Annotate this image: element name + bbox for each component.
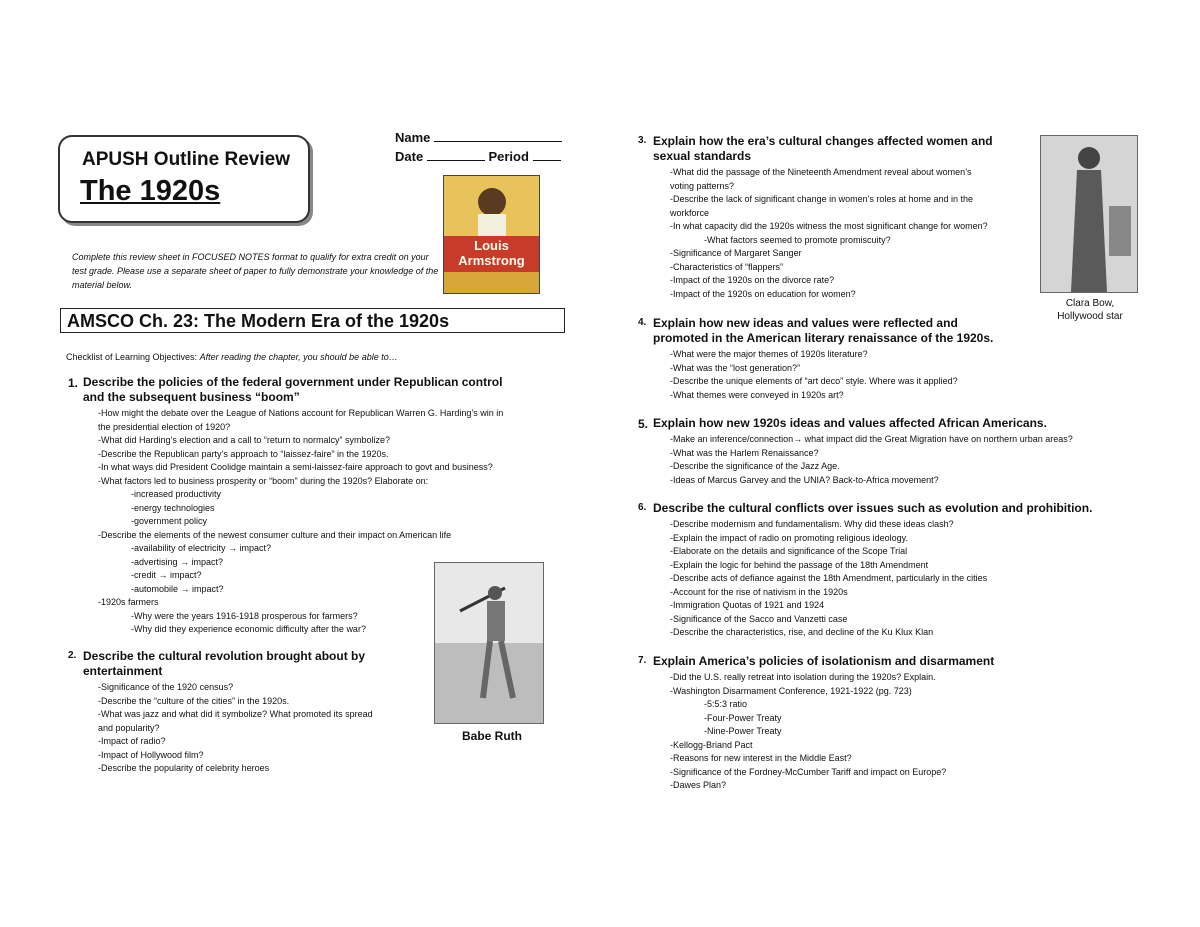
section-title (653, 501, 1092, 516)
section-title-line: and the subsequent business “boom” (83, 390, 300, 404)
section-items (670, 166, 988, 301)
title-box (58, 135, 310, 223)
section-item: -What was the Harlem Renaissance? (670, 447, 819, 458)
section-item: -Why did they experience economic difficulty after the war? (131, 624, 366, 634)
section-number: 6. (638, 502, 647, 513)
section-number: 2. (68, 650, 77, 661)
section-item: -In what ways did President Coolidge maintain a semi-laissez-faire approach to govt and business? (98, 462, 493, 472)
section-items (670, 518, 987, 640)
section-item: voting patterns? (670, 180, 735, 191)
title-small: APUSH Outline Review (82, 149, 290, 170)
section-item: -Explain the logic for behind the passage of the 18th Amendment (670, 559, 929, 570)
section-title (83, 649, 365, 679)
section-item: -Describe the elements of the newest consumer culture and their impact on American life (98, 529, 452, 540)
section-item: -Describe modernism and fundamentalism. Why did these ideas clash? (670, 519, 954, 529)
checklist-line (66, 352, 398, 362)
section-item: -increased productivity (131, 489, 222, 499)
section-item: -credit → impact? (131, 570, 202, 580)
intro-text: Complete this review sheet in FOCUSED NOTES format to qualify for extra credit on your test grade. Please use a separate sheet of paper to fully demonstrate your knowledge of the material below. (72, 252, 439, 290)
period-line[interactable] (533, 148, 561, 161)
section-title (653, 654, 994, 669)
clara-caption-line2: Hollywood star (1057, 311, 1123, 322)
clara-bow-photo (1040, 135, 1138, 293)
name-label: Name (395, 130, 431, 145)
babe-ruth-photo (434, 562, 544, 724)
section-title-line: Describe the cultural revolution brought about by (83, 649, 366, 663)
babe-ruth-caption: Babe Ruth (462, 729, 522, 743)
section-item: -government policy (131, 516, 208, 526)
section-item: -What factors led to business prosperity or “boom” during the 1920s? Elaborate on: (98, 475, 429, 486)
section-title-line: entertainment (83, 664, 163, 678)
section-item: -Account for the rise of nativism in the 1920s (670, 586, 848, 597)
section-title-line: Explain how the era’s cultural changes affected women and (653, 134, 993, 148)
section-item: -In what capacity did the 1920s witness the most significant change for women? (670, 221, 988, 231)
section-item: workforce (670, 207, 710, 218)
section-item: -Characteristics of “flappers” (670, 261, 784, 272)
chapter-title: AMSCO Ch. 23: The Modern Era of the 1920s (60, 308, 565, 333)
section-title-line: Explain how new ideas and values were reflected and (653, 316, 958, 330)
section-number: 1. (68, 376, 79, 390)
section-item: -What themes were conveyed in 1920s art? (670, 389, 844, 400)
section-item: -Dawes Plan? (670, 780, 727, 790)
armstrong-poster-text: Louis Armstrong (458, 238, 525, 268)
section-number: 4. (638, 317, 647, 328)
section-item: -Impact of the 1920s on the divorce rate? (670, 275, 835, 285)
section-number: 3. (638, 135, 647, 146)
section-item: -Describe acts of defiance against the 18th Amendment, particularly in the cities (670, 573, 988, 583)
section-title (653, 416, 1047, 431)
section-item: -Impact of the 1920s on education for women? (670, 288, 856, 299)
section-title (653, 316, 993, 346)
section-item: -Elaborate on the details and significance of the Scope Trial (670, 546, 908, 556)
armstrong-illustration (444, 176, 539, 293)
section-item: -What were the major themes of 1920s literature? (670, 349, 868, 359)
section-item: -What did Harding’s election and a call to “return to normalcy” symbolize? (98, 435, 390, 445)
section-item: -Four-Power Treaty (704, 712, 782, 723)
section-item: -Did the U.S. really retreat into isolation during the 1920s? Explain. (670, 672, 936, 682)
section-item: -Reasons for new interest in the Middle East? (670, 753, 852, 763)
section-item: -Describe the characteristics, rise, and decline of the Ku Klux Klan (670, 627, 934, 637)
section-item: -What factors seemed to promote promiscuity? (704, 234, 891, 245)
section-item: -advertising → impact? (131, 556, 224, 567)
section-item: -Impact of Hollywood film? (98, 749, 204, 760)
clara-bow-illustration (1041, 136, 1137, 292)
section-title (653, 134, 993, 164)
section-items (670, 348, 958, 402)
section-title-line: promoted in the American literary renaissance of the 1920s. (653, 331, 994, 345)
section-item: -What did the passage of the Nineteenth Amendment reveal about women’s (670, 167, 972, 177)
section-item: -Ideas of Marcus Garvey and the UNIA? Back-to-Africa movement? (670, 474, 939, 485)
section-title-line: Describe the policies of the federal government under Republican control (83, 375, 503, 389)
date-line[interactable] (427, 148, 485, 161)
section-item: -What was the “lost generation?” (670, 362, 801, 373)
clara-bow-caption (1030, 297, 1150, 323)
section-number: 5. (638, 417, 649, 431)
section-item: -Describe the unique elements of “art deco” style. Where was it applied? (670, 376, 958, 386)
section-title-line: sexual standards (653, 149, 752, 163)
section-item: the presidential election of 1920? (98, 421, 231, 432)
section-title (83, 375, 502, 405)
section-item: -Kellogg-Briand Pact (670, 739, 753, 750)
section-item: -Make an inference/connection→ what impact did the Great Migration have on northern urban areas? (670, 434, 1073, 444)
section-item: -Describe the significance of the Jazz Age. (670, 461, 840, 471)
section-item: -5:5:3 ratio (704, 699, 748, 709)
section-item: -Describe the Republican party’s approach to “laissez-faire” in the 1920s. (98, 448, 389, 459)
section-item: and popularity? (98, 722, 160, 733)
checklist-label: Checklist of Learning Objectives: (66, 352, 198, 362)
checklist-italic: After reading the chapter, you should be able to… (199, 352, 398, 362)
section-item: -Significance of the Sacco and Vanzetti case (670, 613, 848, 624)
section-items (670, 433, 1073, 487)
title-big: The 1920s (80, 175, 221, 207)
babe-ruth-illustration (435, 563, 543, 723)
section-item: -Impact of radio? (98, 736, 166, 746)
section-number: 7. (638, 655, 647, 666)
section-item: -automobile → impact? (131, 583, 224, 594)
section-item: -Immigration Quotas of 1921 and 1924 (670, 600, 825, 610)
period-label: Period (488, 149, 529, 164)
section-items (670, 671, 946, 793)
section-title-line: Describe the cultural conflicts over issues such as evolution and prohibition. (653, 501, 1093, 515)
armstrong-poster (443, 175, 540, 294)
section-title-line: Explain America’s policies of isolationism and disarmament (653, 654, 995, 668)
section-title-line: Explain how new 1920s ideas and values affected African Americans. (653, 416, 1047, 430)
name-line[interactable] (434, 129, 562, 142)
section-item: -Significance of the 1920 census? (98, 682, 234, 692)
section-item: -How might the debate over the League of Nations account for Republican Warren G. Harding’s win in (98, 408, 504, 418)
section-item: -What was jazz and what did it symbolize? What promoted its spread (98, 709, 373, 719)
section-item: -Describe the “culture of the cities” in the 1920s. (98, 695, 290, 706)
section-item: -Significance of the Fordney-McCumber Tariff and impact on Europe? (670, 766, 947, 777)
section-item: -Describe the popularity of celebrity heroes (98, 763, 270, 773)
section-item: -availability of electricity → impact? (131, 543, 272, 553)
name-date-block (395, 128, 562, 166)
section-item: -Nine-Power Treaty (704, 726, 782, 736)
section-item: -Explain the impact of radio on promoting religious ideology. (670, 532, 908, 543)
section-item: -1920s farmers (98, 597, 159, 607)
clara-caption-line1: Clara Bow, (1065, 298, 1115, 309)
section-item: -Washington Disarmament Conference, 1921-1922 (pg. 723) (670, 685, 912, 696)
section-item: -energy technologies (131, 502, 215, 513)
section-items (98, 681, 373, 776)
section-item: -Significance of Margaret Sanger (670, 248, 802, 258)
date-label: Date (395, 149, 424, 164)
section-item: -Describe the lack of significant change in women’s roles at home and in the (670, 194, 973, 204)
section-item: -Why were the years 1916-1918 prosperous for farmers? (131, 610, 358, 621)
